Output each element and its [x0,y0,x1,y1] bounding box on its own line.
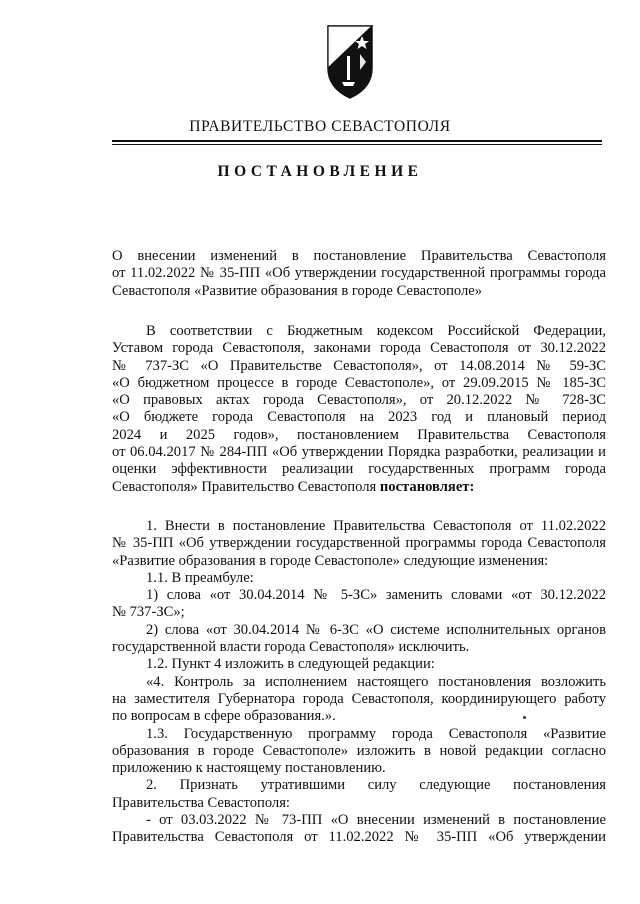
decree-keyword: постановляет: [379,478,475,495]
body-line: приложению к настоящему постановлению. [112,760,386,777]
preamble-line: Севастополя» Правительство Севастополя [112,478,377,495]
scan-speck [523,716,526,719]
preamble-line: «О бюджетном процессе в городе Севастополе», от 29.09.2015 № 185-ЗС [112,374,606,391]
body-line: 2) слова «от 30.04.2014 № 6-ЗС «О системе исполнительных органов [146,621,606,638]
body-line: Правительства Севастополя от 11.02.2022 № 35-ПП «Об утверждении [112,829,606,846]
body-line: № 35-ПП «Об утверждении государственной программы города Севастополя [112,535,606,552]
body-line: 2. Признать утратившими силу следующие постановления [146,777,606,794]
government-name: ПРАВИТЕЛЬСТВО СЕВАСТОПОЛЯ [189,118,451,135]
body-line: «Развитие образования в городе Севастополе» следующие изменения: [112,552,549,569]
header-divider-thin [112,144,602,145]
body-line: 1.2. Пункт 4 изложить в следующей редакции: [146,656,435,673]
preamble-line: от 06.04.2017 № 284-ПП «Об утверждении Порядка разработки, реализации и [112,444,606,461]
body-line: образования в городе Севастополе» изложить в новой редакции согласно [112,742,606,759]
body-line: по вопросам в сфере образования.». [112,708,336,725]
subject-line: Севастополя «Развитие образования в городе Севастополе» [112,282,483,299]
subject-line: О внесении изменений в постановление Правительства Севастополя [112,248,606,264]
preamble-line: В соответствии с Бюджетным кодексом Российской Федерации, [146,323,606,339]
document-subject [112,248,606,300]
body-line: 1.3. Государственную программу города Севастополя «Развитие [146,725,606,742]
body-line: государственной власти города Севастополя» исключить. [112,639,470,656]
preamble-line: «О правовых актах города Севастополя», от 20.12.2022 № 728-ЗС [112,392,606,409]
preamble-line: № 737-ЗС «О Правительстве Севастополя», от 14.08.2014 № 59-ЗС [112,357,606,374]
preamble-line: «О бюджете города Севастополя на 2023 год и плановый период [112,409,606,426]
preamble-line: 2024 и 2025 годов», постановлением Правительства Севастополя [112,426,606,443]
body-line: № 737-ЗС»; [112,604,185,621]
subject-line: от 11.02.2022 № 35-ПП «Об утверждении государственной программы города [112,265,606,282]
body-line: на заместителя Губернатора города Севастополя, координирующего работу [112,690,606,707]
body-line: 1.1. В преамбуле: [146,569,254,586]
body-line: 1) слова «от 30.04.2014 № 5-ЗС» заменить словами «от 30.12.2022 [146,587,606,604]
body-line: - от 03.03.2022 № 73-ПП «О внесении изменений в постановление [146,812,606,829]
body-line: Правительства Севастополя: [112,794,290,811]
sevastopol-coat-of-arms-icon [320,22,380,100]
decree-body [112,518,606,847]
document-type-title: ПОСТАНОВЛЕНИЕ [217,163,423,180]
body-line: «4. Контроль за исполнением настоящего постановления возложить [146,673,606,690]
preamble-line: оценки эффективности реализации государственных программ города [112,461,606,478]
preamble-paragraph [112,323,606,496]
preamble-line: Уставом города Севастополя, законами города Севастополя от 30.12.2022 [112,340,606,357]
preamble-final-line [112,479,606,496]
body-line: 1. Внести в постановление Правительства Севастополя от 11.02.2022 [146,518,606,534]
header-divider [112,140,602,142]
